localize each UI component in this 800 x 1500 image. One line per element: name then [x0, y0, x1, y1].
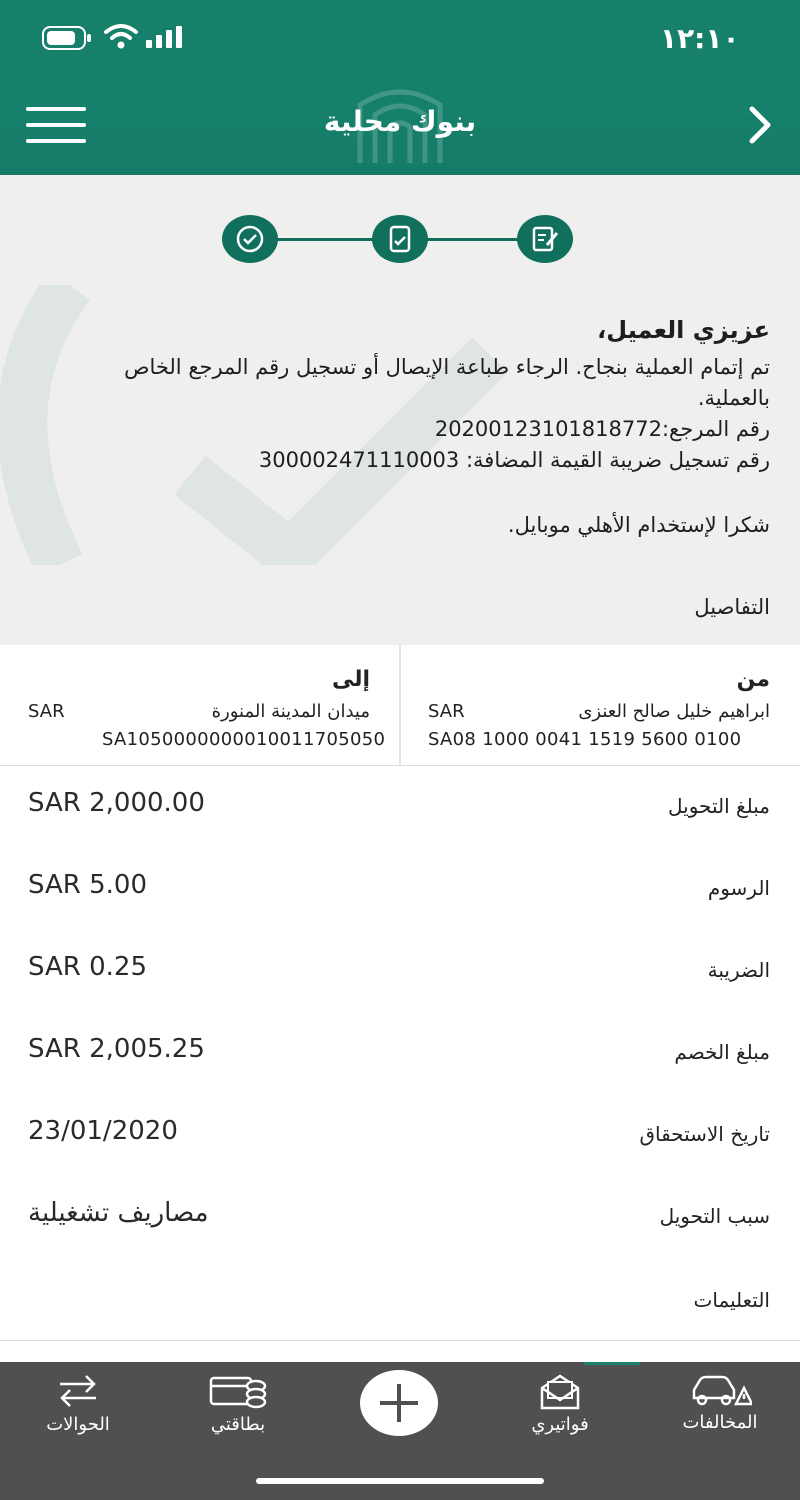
row-label: تاريخ الاستحقاق — [639, 1122, 770, 1146]
progress-steps — [222, 215, 578, 265]
reference-number: 20200123101818772 — [434, 417, 662, 441]
wifi-icon — [104, 22, 138, 50]
details-heading: التفاصيل — [694, 595, 770, 619]
from-heading: من — [736, 667, 770, 692]
row-label: التعليمات — [693, 1288, 770, 1312]
car-warning-icon — [688, 1372, 752, 1408]
from-currency: SAR — [428, 701, 465, 722]
tab-bills[interactable] — [500, 1372, 620, 1452]
title-row — [0, 85, 800, 165]
from-name: ابراهيم خليل صالح العنزى — [578, 701, 770, 722]
debit-amount-row — [0, 1012, 800, 1095]
row-label: مبلغ الخصم — [674, 1040, 770, 1064]
row-value: SAR 2,000.00 — [28, 788, 205, 818]
from-iban: SA08 1000 0041 1519 5600 0100 — [428, 729, 742, 750]
to-currency: SAR — [28, 701, 65, 722]
tab-indicator — [584, 1362, 640, 1365]
vat-line — [50, 445, 770, 476]
tab-transfers[interactable] — [18, 1372, 138, 1452]
row-value: SAR 5.00 — [28, 870, 147, 900]
row-label: سبب التحويل — [659, 1204, 770, 1228]
reference-line — [50, 414, 770, 445]
app-header — [0, 0, 800, 175]
row-value: 23/01/2020 — [28, 1116, 178, 1146]
step-edit — [517, 215, 573, 263]
tab-label: المخالفات — [682, 1412, 758, 1433]
row-label: الضريبة — [707, 958, 770, 982]
plus-icon — [360, 1370, 438, 1436]
row-value: مصاريف تشغيلية — [28, 1198, 209, 1228]
from-account — [400, 645, 800, 765]
signal-icon — [146, 26, 184, 48]
from-to-section — [0, 645, 800, 766]
hamburger-menu-icon[interactable] — [26, 105, 86, 145]
fees-row — [0, 848, 800, 931]
tab-label: فواتيري — [531, 1414, 589, 1435]
row-value: SAR 2,005.25 — [28, 1034, 205, 1064]
vat-number: 300002471110003 — [258, 448, 460, 472]
transfer-arrows-icon — [56, 1372, 100, 1410]
to-iban: SA1050000000010011705050 — [102, 729, 386, 750]
home-indicator — [256, 1478, 544, 1484]
due-date-row — [0, 1094, 800, 1177]
transfer-amount-row — [0, 766, 800, 849]
status-bar — [0, 0, 800, 80]
vat-label: رقم تسجيل ضريبة القيمة المضافة: — [459, 448, 770, 472]
instructions-row — [0, 1258, 800, 1341]
thanks-message: شكرا لإستخدام الأهلي موبايل. — [507, 513, 770, 537]
page-title: بنوك محلية — [323, 105, 477, 138]
tax-row — [0, 930, 800, 1013]
tab-label: بطاقتي — [210, 1414, 266, 1435]
row-label: الرسوم — [707, 876, 770, 900]
success-message: تم إتمام العملية بنجاح. الرجاء طباعة الإيصال أو تسجيل رقم المرجع الخاص بالعملية. — [124, 355, 770, 410]
add-button[interactable] — [360, 1370, 438, 1436]
tab-cards[interactable] — [178, 1372, 298, 1452]
transfer-reason-row — [0, 1176, 800, 1259]
status-time: ١٢:١٠ — [660, 22, 740, 55]
card-coins-icon — [208, 1372, 268, 1410]
to-heading: إلى — [331, 667, 370, 692]
tab-label: الحوالات — [46, 1414, 110, 1435]
bill-envelope-icon — [538, 1372, 582, 1410]
tab-violations[interactable] — [660, 1372, 780, 1452]
confirmation-panel — [0, 175, 800, 645]
row-value: SAR 0.25 — [28, 952, 147, 982]
step-complete — [222, 215, 278, 263]
battery-icon — [42, 26, 92, 50]
row-label: مبلغ التحويل — [667, 794, 770, 818]
reference-label: رقم المرجع: — [661, 417, 770, 441]
chevron-right-back-icon[interactable] — [742, 103, 776, 147]
to-name: ميدان المدينة المنورة — [211, 701, 370, 722]
edit-document-icon — [529, 225, 561, 253]
check-circle-icon — [234, 225, 266, 253]
document-check-icon — [384, 225, 416, 253]
step-confirm — [372, 215, 428, 263]
to-account — [0, 645, 400, 765]
bottom-tab-bar — [0, 1362, 800, 1500]
greeting: عزيزي العميل، — [597, 316, 770, 344]
confirmation-message — [50, 315, 770, 541]
